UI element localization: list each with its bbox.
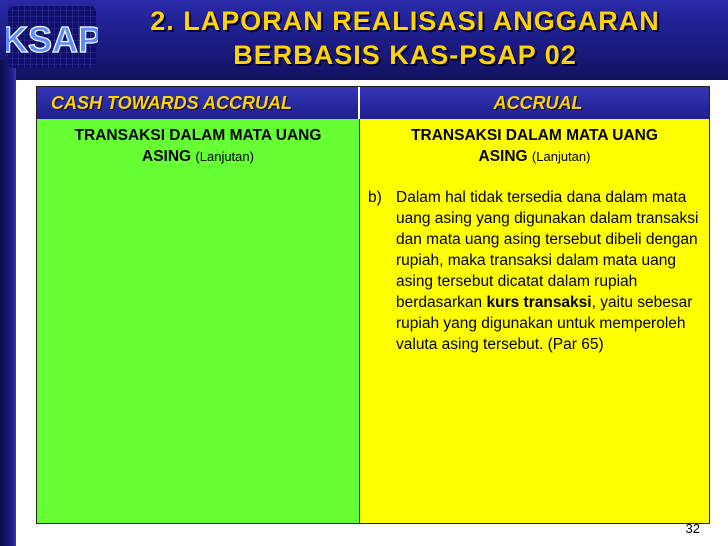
slide-title-line2: BERBASIS KAS-PSAP 02 bbox=[233, 40, 577, 70]
list-marker: b) bbox=[368, 189, 382, 206]
slide-title-line1: 2. LAPORAN REALISASI ANGGARAN bbox=[150, 6, 660, 36]
list-item-b bbox=[368, 187, 702, 355]
item-text-bold: kurs transaksi bbox=[486, 294, 592, 311]
header-accrual: ACCRUAL bbox=[493, 93, 583, 113]
left-cell-heading bbox=[37, 125, 359, 167]
cash-towards-accrual-cell bbox=[37, 119, 360, 523]
ksap-logo-text: KSAP bbox=[6, 19, 98, 60]
ksap-logo bbox=[6, 4, 98, 70]
item-text-part2: , yaitu sebesar rupiah yang digunakan untuk memperoleh valuta asing tersebut. (Par 65) bbox=[396, 294, 693, 353]
right-cell-heading bbox=[360, 125, 709, 167]
header-divider bbox=[358, 87, 360, 119]
page-number: 32 bbox=[685, 521, 700, 536]
left-rail bbox=[0, 60, 16, 546]
left-cell-heading-line1: TRANSAKSI DALAM MATA UANG bbox=[74, 127, 322, 144]
slide-title bbox=[90, 4, 720, 72]
header-cash-towards-accrual: CASH TOWARDS ACCRUAL bbox=[51, 93, 292, 113]
list-item-text bbox=[396, 187, 702, 355]
right-cell-heading-asing: ASING bbox=[478, 148, 528, 165]
right-cell-lanjutan: (Lanjutan) bbox=[531, 149, 591, 164]
right-cell-heading-line1: TRANSAKSI DALAM MATA UANG bbox=[411, 127, 658, 144]
accrual-cell bbox=[360, 119, 709, 523]
ksap-logo-graphic bbox=[6, 4, 98, 70]
comparison-table bbox=[36, 86, 710, 524]
left-cell-heading-line2 bbox=[37, 146, 359, 167]
left-cell-heading-asing: ASING bbox=[142, 148, 192, 165]
right-cell-heading-line2 bbox=[360, 146, 709, 167]
table-header bbox=[37, 87, 709, 119]
left-cell-lanjutan: (Lanjutan) bbox=[195, 149, 254, 164]
item-text-part1: Dalam hal tidak tersedia dana dalam mata uang asing yang digunakan dalam transaksi dan mata uang asing tersebut dibeli dengan rupiah, maka transaksi dalam mata uang asing tersebut dicatat dalam rupiah berdasarkan bbox=[396, 189, 699, 311]
